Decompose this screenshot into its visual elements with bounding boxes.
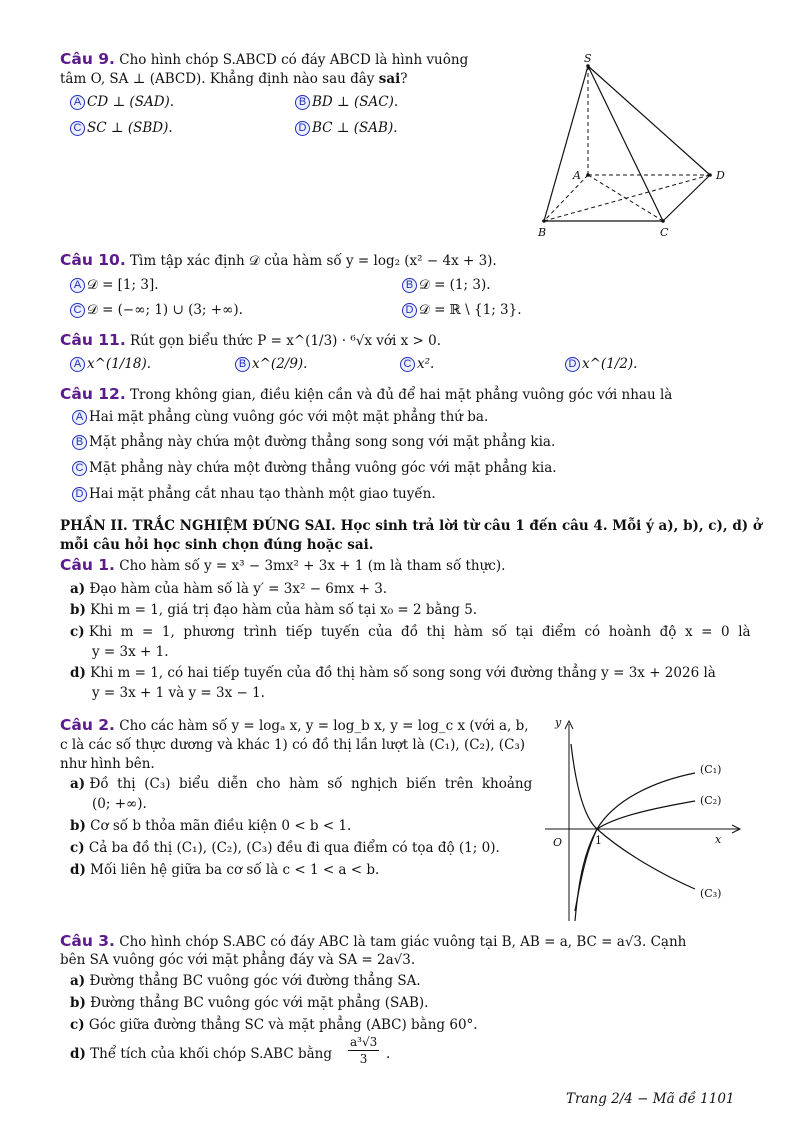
option-letter-b: B bbox=[72, 435, 87, 450]
q9-line1 bbox=[60, 50, 468, 70]
p2q3-a-text: Đường thẳng BC vuông góc với đường thẳng SA. bbox=[89, 973, 421, 989]
item-label-a: a) bbox=[70, 973, 86, 989]
item-label-d: d) bbox=[70, 1046, 86, 1062]
q12-option-d-text: Hai mặt phẳng cắt nhau tạo thành một giao tuyến. bbox=[89, 486, 436, 502]
q11-option-a[interactable] bbox=[70, 355, 151, 374]
option-letter-a: A bbox=[72, 410, 87, 425]
p2q3-item-a bbox=[70, 972, 421, 991]
option-letter-c: C bbox=[400, 357, 415, 372]
p2q2-stem-line1 bbox=[60, 716, 529, 736]
p2q2-stem-line2: c là các số thực dương và khác 1) có đồ thị lần lượt là (C₁), (C₂), (C₃) bbox=[60, 737, 526, 753]
fraction-numerator: a³√3 bbox=[350, 1035, 378, 1049]
p2q1-item-a bbox=[70, 580, 387, 599]
q10-option-a-text: 𝒟 = [1; 3]. bbox=[87, 277, 159, 293]
p2q1-a-text: Đạo hàm của hàm số là y′ = 3x² − 6mx + 3. bbox=[89, 581, 388, 597]
p2q1-text: Cho hàm số y = x³ − 3mx² + 3x + 1 (m là tham số thực). bbox=[119, 558, 506, 574]
option-letter-a: A bbox=[70, 95, 85, 110]
q11-label: Câu 11. bbox=[60, 331, 126, 349]
q9-stem-line1: Cho hình chóp S.ABCD có đáy ABCD là hình vuông bbox=[119, 52, 469, 68]
item-label-d: d) bbox=[70, 862, 86, 878]
p2q3-item-c bbox=[70, 1016, 478, 1035]
curve-c1 bbox=[575, 773, 695, 921]
q11-option-a-text: x^(1/18). bbox=[87, 356, 152, 372]
p2q1-item-b bbox=[70, 601, 477, 620]
p2q1-label: Câu 1. bbox=[60, 556, 115, 574]
fraction-period: . bbox=[386, 1046, 391, 1062]
curve-c2 bbox=[575, 801, 695, 911]
item-label-c: c) bbox=[70, 624, 85, 640]
q12-stem bbox=[60, 385, 672, 405]
q12-option-d[interactable] bbox=[72, 485, 436, 504]
q12-option-b[interactable] bbox=[72, 433, 555, 452]
graph-c1-label: (C₁) bbox=[700, 763, 722, 776]
q10-option-b-text: 𝒟 = (1; 3). bbox=[419, 277, 491, 293]
option-letter-d: D bbox=[565, 357, 580, 372]
p2q2-stem-line3: như hình bên. bbox=[60, 756, 155, 772]
p2q1-c-text-line1: Khi m = 1, phương trình tiếp tuyến của đồ thị hàm số tại điểm có hoành độ x = 0 là bbox=[88, 624, 751, 640]
vertex-c-label: C bbox=[660, 226, 669, 239]
option-letter-b: B bbox=[402, 278, 417, 293]
option-letter-d: D bbox=[295, 121, 310, 136]
q11-option-d[interactable] bbox=[565, 355, 637, 374]
p2q2-d-text: Mối liên hệ giữa ba cơ số là c < 1 < a < b. bbox=[90, 862, 380, 878]
p2q2-item-a bbox=[70, 775, 532, 794]
q10-text: Tìm tập xác định 𝒟 của hàm số y = log₂ (x² − 4x + 3). bbox=[130, 253, 497, 269]
q10-option-a[interactable] bbox=[70, 276, 159, 295]
volume-fraction bbox=[348, 1034, 379, 1067]
p2q1-b-text: Khi m = 1, giá trị đạo hàm của hàm số tại x₀ = 2 bằng 5. bbox=[90, 602, 478, 618]
p2q1-d-text-line2: y = 3x + 1 và y = 3x − 1. bbox=[92, 685, 265, 701]
q9-line2 bbox=[60, 70, 407, 89]
option-letter-c: C bbox=[72, 461, 87, 476]
p2q2-c-text: Cả ba đồ thị (C₁), (C₂), (C₃) đều đi qua điểm có tọa độ (1; 0). bbox=[88, 840, 500, 856]
q12-label: Câu 12. bbox=[60, 385, 126, 403]
part2-heading-line1: PHẦN II. TRẮC NGHIỆM ĐÚNG SAI. Học sinh trả lời từ câu 1 đến câu 4. Mỗi ý a), b), c), d) ở bbox=[60, 518, 762, 534]
page-footer: Trang 2/4 − Mã đề 1101 bbox=[566, 1091, 735, 1107]
q10-option-d[interactable] bbox=[402, 301, 522, 320]
p2q2-label: Câu 2. bbox=[60, 716, 115, 734]
q9-emphasis-sai: sai bbox=[378, 71, 401, 87]
q11-text: Rút gọn biểu thức P = x^(1/3) · ⁶√x với x > 0. bbox=[130, 333, 441, 349]
diagonal-bd bbox=[544, 175, 710, 221]
p2q2-a-text-line1: Đồ thị (C₃) biểu diễn cho hàm số nghịch biến trên khoảng bbox=[89, 776, 533, 792]
q12-option-c[interactable] bbox=[72, 459, 557, 478]
q9-option-a[interactable] bbox=[70, 93, 174, 112]
q11-option-b-text: x^(2/9). bbox=[252, 356, 308, 372]
graph-c2-label: (C₂) bbox=[700, 794, 722, 807]
p2q3-label: Câu 3. bbox=[60, 932, 115, 950]
q9-question-mark: ? bbox=[400, 71, 408, 87]
q10-option-d-text: 𝒟 = ℝ \ {1; 3}. bbox=[419, 302, 522, 318]
option-letter-d: D bbox=[402, 303, 417, 318]
item-label-d: d) bbox=[70, 665, 86, 681]
graph-y-label: y bbox=[555, 716, 562, 729]
q9-option-b-text: BD ⊥ (SAC). bbox=[312, 94, 399, 110]
q10-stem bbox=[60, 251, 497, 271]
graph-c3-label: (C₃) bbox=[700, 887, 722, 900]
p2q1-stem bbox=[60, 556, 505, 576]
q9-option-b[interactable] bbox=[295, 93, 398, 112]
p2q1-d-text-line1: Khi m = 1, có hai tiếp tuyến của đồ thị hàm số song song với đường thẳng y = 3x + 2026 là bbox=[90, 665, 716, 681]
option-letter-a: A bbox=[70, 357, 85, 372]
q9-label: Câu 9. bbox=[60, 50, 115, 68]
q9-option-d[interactable] bbox=[295, 119, 398, 138]
p2q1-c-text-line2: y = 3x + 1. bbox=[92, 644, 169, 660]
item-label-c: c) bbox=[70, 1017, 85, 1033]
q12-text: Trong không gian, điều kiện cần và đủ để hai mặt phẳng vuông góc với nhau là bbox=[130, 387, 673, 403]
p2q2-item-c bbox=[70, 839, 500, 858]
item-label-a: a) bbox=[70, 776, 86, 792]
p2q2-item-d bbox=[70, 861, 379, 880]
vertex-d-label: D bbox=[716, 169, 725, 182]
p2q3-line1-text: Cho hình chóp S.ABC có đáy ABC là tam giác vuông tại B, AB = a, BC = a√3. Cạnh bbox=[119, 934, 687, 950]
q9-option-a-text: CD ⊥ (SAD). bbox=[87, 94, 175, 110]
p2q1-item-c bbox=[70, 623, 751, 642]
p2q3-stem-line2: bên SA vuông góc với mặt phẳng đáy và SA = 2a√3. bbox=[60, 952, 416, 968]
option-letter-c: C bbox=[70, 303, 85, 318]
p2q2-a-text-line2: (0; +∞). bbox=[92, 796, 147, 812]
q9-option-c-text: SC ⊥ (SBD). bbox=[87, 120, 173, 136]
q11-option-b[interactable] bbox=[235, 355, 307, 374]
graph-origin-label: O bbox=[553, 836, 563, 849]
option-letter-a: A bbox=[70, 278, 85, 293]
q10-option-c[interactable] bbox=[70, 301, 243, 320]
p2q2-item-b bbox=[70, 817, 351, 836]
item-label-a: a) bbox=[70, 581, 86, 597]
p2q3-d-text: Thể tích của khối chóp S.ABC bằng bbox=[90, 1046, 332, 1062]
fraction-denominator: 3 bbox=[359, 1052, 368, 1066]
q11-option-c[interactable] bbox=[400, 355, 434, 374]
q9-option-d-text: BC ⊥ (SAB). bbox=[312, 120, 398, 136]
item-label-b: b) bbox=[70, 995, 86, 1011]
q10-option-b[interactable] bbox=[402, 276, 491, 295]
p2q3-b-text: Đường thẳng BC vuông góc với mặt phẳng (SAB). bbox=[90, 995, 429, 1011]
vertex-s-label: S bbox=[584, 52, 592, 65]
p2q1-item-d bbox=[70, 664, 716, 683]
q12-option-c-text: Mặt phẳng này chứa một đường thẳng vuông góc với mặt phẳng kia. bbox=[89, 460, 557, 476]
option-letter-c: C bbox=[70, 121, 85, 136]
p2q2-line1-text: Cho các hàm số y = logₐ x, y = log_b x, y = log_c x (với a, b, bbox=[119, 718, 529, 734]
option-letter-b: B bbox=[235, 357, 250, 372]
p2q3-item-d bbox=[70, 1045, 332, 1064]
part2-heading-line2: mỗi câu hỏi học sinh chọn đúng hoặc sai. bbox=[60, 537, 374, 553]
log-graph bbox=[545, 716, 745, 926]
p2q3-c-text: Góc giữa đường thẳng SC và mặt phẳng (ABC) bằng 60°. bbox=[88, 1017, 478, 1033]
graph-x-label: x bbox=[715, 833, 722, 846]
q10-option-c-text: 𝒟 = (−∞; 1) ∪ (3; +∞). bbox=[87, 302, 243, 318]
item-label-c: c) bbox=[70, 840, 85, 856]
edge-sd bbox=[588, 66, 710, 175]
p2q3-item-b bbox=[70, 994, 428, 1013]
vertex-b-label: B bbox=[538, 226, 547, 239]
q9-stem-line2: tâm O, SA ⊥ (ABCD). Khẳng định nào sau đây bbox=[60, 71, 379, 87]
q11-option-d-text: x^(1/2). bbox=[582, 356, 638, 372]
q11-stem bbox=[60, 331, 441, 351]
pyramid-figure bbox=[530, 48, 740, 240]
q10-label: Câu 10. bbox=[60, 251, 126, 269]
q12-option-a[interactable] bbox=[72, 408, 488, 427]
vertex-a-label: A bbox=[573, 169, 581, 182]
q9-option-c[interactable] bbox=[70, 119, 173, 138]
curve-c3 bbox=[571, 744, 695, 889]
option-letter-d: D bbox=[72, 487, 87, 502]
item-label-b: b) bbox=[70, 602, 86, 618]
q12-option-b-text: Mặt phẳng này chứa một đường thẳng song song với mặt phẳng kia. bbox=[89, 434, 556, 450]
p2q2-b-text: Cơ số b thỏa mãn điều kiện 0 < b < 1. bbox=[90, 818, 352, 834]
p2q3-stem-line1 bbox=[60, 932, 686, 952]
item-label-b: b) bbox=[70, 818, 86, 834]
graph-tick-one: 1 bbox=[595, 834, 602, 847]
q11-option-c-text: x². bbox=[417, 356, 435, 372]
q12-option-a-text: Hai mặt phẳng cùng vuông góc với một mặt phẳng thứ ba. bbox=[89, 409, 489, 425]
option-letter-b: B bbox=[295, 95, 310, 110]
